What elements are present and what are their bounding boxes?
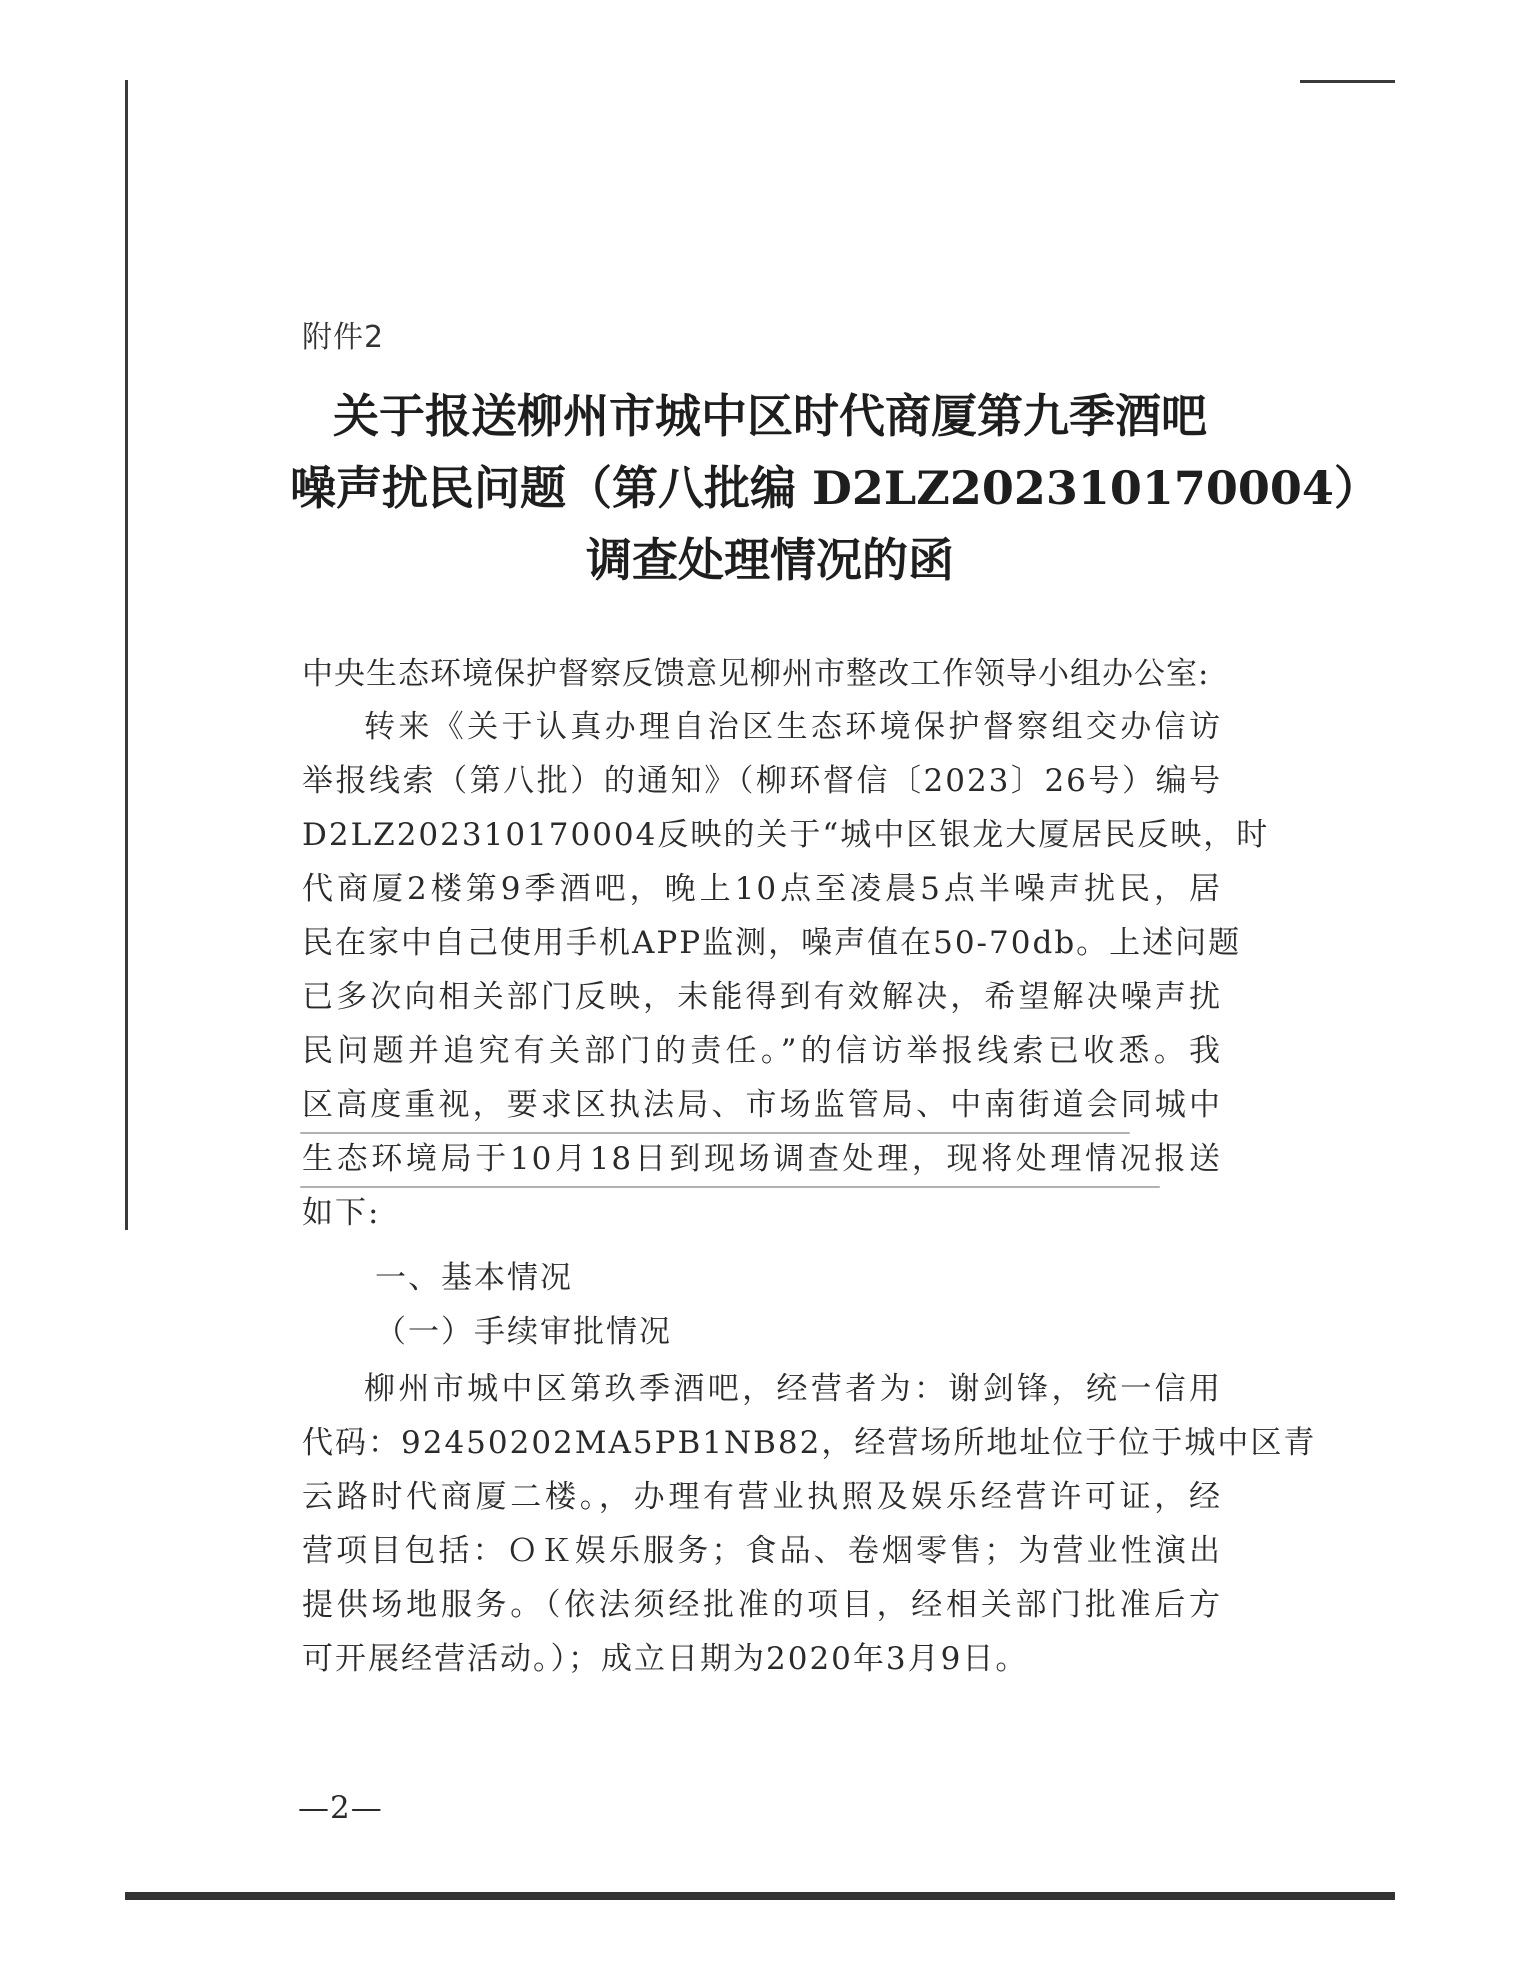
intro-line: 如下: [302, 1195, 381, 1231]
approval-paragraph [302, 1362, 1317, 1686]
intro-line: 举报线索（第八批）的通知》（柳环督信〔2023〕26号）编号 [302, 763, 1222, 799]
intro-line: D2LZ202310170004反映的关于“城中区银龙大厦居民反映，时 [302, 817, 1270, 853]
intro-paragraph [302, 700, 1270, 1240]
intro-line: 生态环境局于10月18日到现场调查处理，现将处理情况报送 [302, 1141, 1222, 1177]
approval-line: 提供场地服务。（依法须经批准的项目，经相关部门批准后方 [302, 1587, 1222, 1623]
approval-line: 柳州市城中区第玖季酒吧，经营者为：谢剑锋，统一信用 [364, 1371, 1222, 1407]
attachment-label: 附件2 [302, 320, 385, 355]
approval-line: 可开展经营活动。）；成立日期为2020年3月9日。 [302, 1641, 1029, 1677]
page-number: —2— [298, 1790, 383, 1826]
document-title [290, 380, 1380, 596]
handwritten-underline [300, 1132, 1130, 1134]
title-line-3: 调查处理情况的函 [586, 533, 954, 587]
addressee: 中央生态环境保护督察反馈意见柳州市整改工作领导小组办公室: [302, 656, 1210, 692]
intro-line: 民在家中自己使用手机APP监测，噪声值在50-70db。上述问题 [302, 925, 1242, 961]
title-line-2: 噪声扰民问题（第八批编 D2LZ202310170004） [290, 461, 1380, 515]
section-heading: 一、基本情况 [375, 1260, 573, 1296]
scan-edge-top-right [1300, 80, 1395, 83]
approval-line: 营项目包括：ＯＫ娱乐服务；食品、卷烟零售；为营业性演出 [302, 1533, 1222, 1569]
intro-line: 民问题并追究有关部门的责任。”的信访举报线索已收悉。我 [302, 1033, 1222, 1069]
scan-edge-bottom [125, 1892, 1395, 1900]
intro-line: 已多次向相关部门反映，未能得到有效解决，希望解决噪声扰 [302, 979, 1222, 1015]
intro-line: 转来《关于认真办理自治区生态环境保护督察组交办信访 [364, 709, 1222, 745]
handwritten-underline [300, 1186, 1160, 1188]
intro-line: 区高度重视，要求区执法局、市场监管局、中南街道会同城中 [302, 1087, 1222, 1123]
title-line-1: 关于报送柳州市城中区时代商厦第九季酒吧 [333, 389, 1207, 443]
approval-line: 云路时代商厦二楼。，办理有营业执照及娱乐经营许可证，经 [302, 1479, 1222, 1515]
scan-edge-left [125, 80, 128, 1230]
intro-line: 代商厦2楼第9季酒吧，晚上10点至凌晨5点半噪声扰民，居 [302, 871, 1222, 907]
approval-line: 代码：92450202MA5PB1NB82，经营场所地址位于位于城中区青 [302, 1425, 1317, 1461]
sub-heading: （一）手续审批情况 [375, 1314, 672, 1350]
